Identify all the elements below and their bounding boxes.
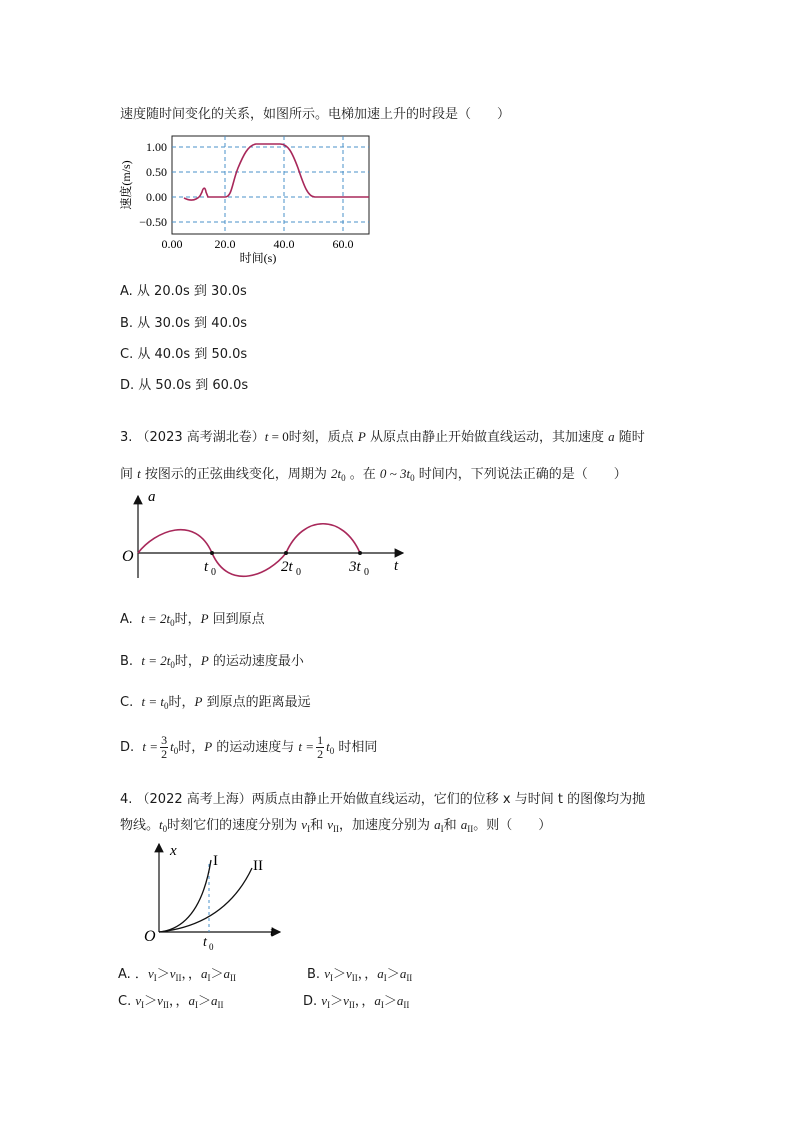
- svg-text:0: 0: [296, 567, 301, 578]
- tick-t0: t: [204, 559, 209, 575]
- xtick: 60.0: [332, 237, 354, 251]
- q3-stem-line2: 间 t 按图示的正弦曲线变化，周期为 $2t_0$ 。在 0 ~ $3t_0$ 时间内，下列说法正确的是（ ）: [120, 466, 627, 483]
- curve-I: [159, 860, 211, 932]
- q4-option-d: D. $v_I>v_{II}$，，$a_I>a_{II}$: [303, 993, 410, 1010]
- t-axis-label: t: [270, 924, 275, 940]
- origin-label: O: [122, 548, 134, 565]
- xtick: 0.00: [161, 237, 183, 251]
- xtick: 20.0: [214, 237, 236, 251]
- tick-2t0: 2t: [281, 559, 293, 575]
- q2-stem: 速度随时间变化的关系，如图所示。电梯加速上升的时段是（ ）: [120, 107, 511, 122]
- q4-option-c: C. $v_I>v_{II}$，，$a_I>a_{II}$: [118, 993, 224, 1010]
- curve-I-label: I: [213, 853, 218, 869]
- q3-option-d: D. t = $\frac{3}{2}$ $t_0$时，P 的运动速度与 t = $\frac{1}{2}$ $t_0$ 时相同: [120, 733, 378, 761]
- q2-option-d: D. 从 50.0s 到 60.0s: [120, 378, 249, 393]
- t0-label: t: [203, 935, 207, 950]
- q2-option-b: B. 从 30.0s 到 40.0s: [120, 316, 248, 331]
- q4-stem-line2: 物线。$t_0$时刻它们的速度分别为 $v_I$和 $v_{II}$，加速度分别为 $a_I$和 $a_{II}$。则（ ）: [120, 817, 552, 834]
- origin-label: O: [144, 928, 156, 945]
- chart-gridlines: [172, 136, 369, 234]
- q2-option-c: C. 从 40.0s 到 50.0s: [120, 347, 248, 362]
- q3-acceleration-graph: [115, 486, 415, 582]
- q2-velocity-chart: [108, 128, 378, 268]
- ytick: 1.00: [146, 140, 167, 154]
- q3-option-c: C. $t = t_0$时，P 到原点的距离最远: [120, 694, 311, 711]
- curve-II: [159, 868, 252, 932]
- xtick: 40.0: [273, 237, 295, 251]
- q3-option-a: A. $t = 2t_0$时，P 回到原点: [120, 611, 265, 628]
- chart-frame: [172, 136, 369, 234]
- curve-II-label: II: [253, 858, 263, 874]
- sine-curve: [138, 524, 360, 577]
- q4-position-graph: [140, 840, 290, 952]
- q3-option-b: B. $t = 2t_0$时，P 的运动速度最小: [120, 653, 304, 670]
- y-axis-label: 速度(m/s): [119, 160, 133, 210]
- ytick: −0.50: [139, 215, 167, 229]
- ytick: 0.00: [146, 190, 167, 204]
- q4-option-a: A. ．$v_I>v_{II}$，，$a_I>a_{II}$: [118, 966, 237, 983]
- x-axis-label: 时间(s): [239, 251, 277, 265]
- q4-option-b: B. $v_I>v_{II}$，，$a_I>a_{II}$: [307, 966, 413, 983]
- ytick: 0.50: [146, 165, 167, 179]
- q4-stem-line1: 4. （2022 高考上海）两质点由静止开始做直线运动，它们的位移 x 与时间 t 的图像均为抛: [120, 792, 646, 807]
- svg-text:0: 0: [209, 942, 214, 952]
- t-axis-label: t: [394, 558, 399, 574]
- q3-stem-line1: 3. （2023 高考湖北卷）t = 0时刻，质点 P 从原点由静止开始做直线运动，其加速度 a 随时: [120, 429, 645, 445]
- q2-option-a: A. 从 20.0s 到 30.0s: [120, 284, 247, 299]
- tick-3t0: 3t: [349, 559, 361, 575]
- x-axis-label: x: [170, 843, 177, 859]
- a-axis-label: a: [148, 489, 156, 505]
- svg-text:0: 0: [211, 567, 216, 578]
- svg-text:0: 0: [364, 567, 369, 578]
